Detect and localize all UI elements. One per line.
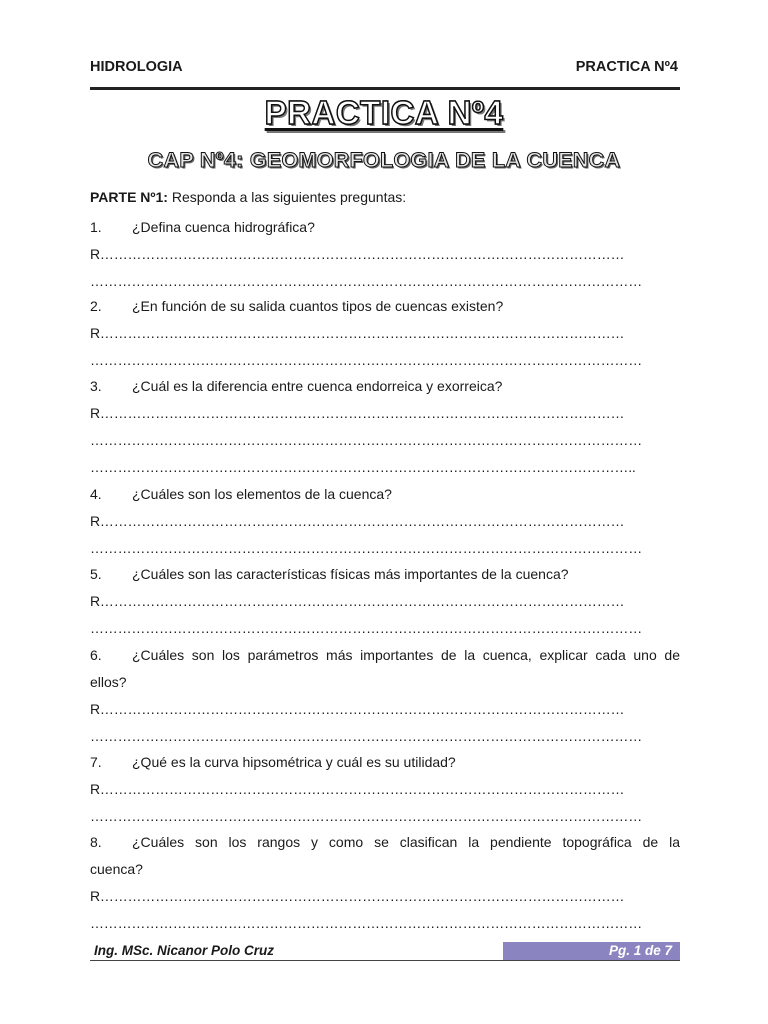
question-number: 3. (90, 378, 102, 394)
question-5 (90, 561, 680, 642)
question-text: ¿Cuáles son los parámetros más importantes de la cuenca, explicar cada uno de (132, 647, 680, 663)
answer-line: R…………………………………………………………………………………………………… (90, 246, 625, 262)
answer-line: R…………………………………………………………………………………………………… (90, 781, 625, 797)
answer-line: ………………………………………………………………………………………………………… (90, 620, 643, 636)
question-text-continued: ellos? (90, 674, 127, 690)
header-course: HIDROLOGIA (90, 59, 183, 75)
question-text: ¿Qué es la curva hipsométrica y cuál es su utilidad? (132, 754, 456, 770)
part-text: Responda a las siguientes preguntas: (167, 189, 407, 205)
question-number: 1. (90, 219, 102, 235)
question-7 (90, 749, 680, 830)
header-practice: PRACTICA Nº4 (575, 59, 678, 75)
question-number: 2. (90, 298, 102, 314)
question-number: 4. (90, 486, 102, 502)
footer-author: Ing. MSc. Nicanor Polo Cruz (94, 943, 275, 958)
answer-line: R…………………………………………………………………………………………………… (90, 593, 625, 609)
answer-line: R…………………………………………………………………………………………………… (90, 701, 625, 717)
question-2 (90, 293, 680, 374)
question-text: ¿Cuáles son las características físicas más importantes de la cuenca? (132, 566, 569, 582)
chapter-subtitle: CAP Nº4: GEOMORFOLOGIA DE LA CUENCA (147, 148, 621, 172)
question-6 (90, 642, 680, 750)
header-divider (90, 87, 680, 90)
answer-line: ……………………………………………………………………………………………………….. (90, 459, 636, 475)
question-text: ¿Defina cuenca hidrográfica? (132, 219, 315, 235)
question-text: ¿En función de su salida cuantos tipos de cuencas existen? (132, 298, 504, 314)
question-3 (90, 373, 680, 481)
answer-line: ………………………………………………………………………………………………………… (90, 273, 643, 289)
answer-line: R…………………………………………………………………………………………………… (90, 513, 625, 529)
answer-line: R…………………………………………………………………………………………………… (90, 888, 625, 904)
answer-line: ………………………………………………………………………………………………………… (90, 540, 643, 556)
question-text: ¿Cuáles son los rangos y como se clasifican la pendiente topográfica de la (132, 834, 680, 850)
question-text: ¿Cuál es la diferencia entre cuenca endorreica y exorreica? (132, 378, 503, 394)
question-4 (90, 481, 680, 562)
question-text: ¿Cuáles son los elementos de la cuenca? (132, 486, 392, 502)
answer-line: ………………………………………………………………………………………………………… (90, 352, 643, 368)
part-label: PARTE Nº1: (90, 189, 168, 205)
question-number: 8. (90, 834, 102, 850)
part-instructions (90, 184, 680, 211)
answer-line: R…………………………………………………………………………………………………… (90, 325, 625, 341)
question-number: 7. (90, 754, 102, 770)
question-1 (90, 214, 680, 295)
answer-line: ………………………………………………………………………………………………………… (90, 432, 643, 448)
answer-line: ………………………………………………………………………………………………………… (90, 728, 643, 744)
question-number: 6. (90, 647, 102, 663)
footer-divider (90, 960, 680, 961)
answer-line: ………………………………………………………………………………………………………… (90, 808, 643, 824)
question-text-continued: cuenca? (90, 861, 143, 877)
page-number: Pg. 1 de 7 (608, 943, 672, 958)
question-8 (90, 829, 680, 937)
question-number: 5. (90, 566, 102, 582)
page-title: PRACTICA Nº4 (264, 94, 504, 131)
answer-line: R…………………………………………………………………………………………………… (90, 405, 625, 421)
answer-line: ………………………………………………………………………………………………………… (90, 915, 643, 931)
